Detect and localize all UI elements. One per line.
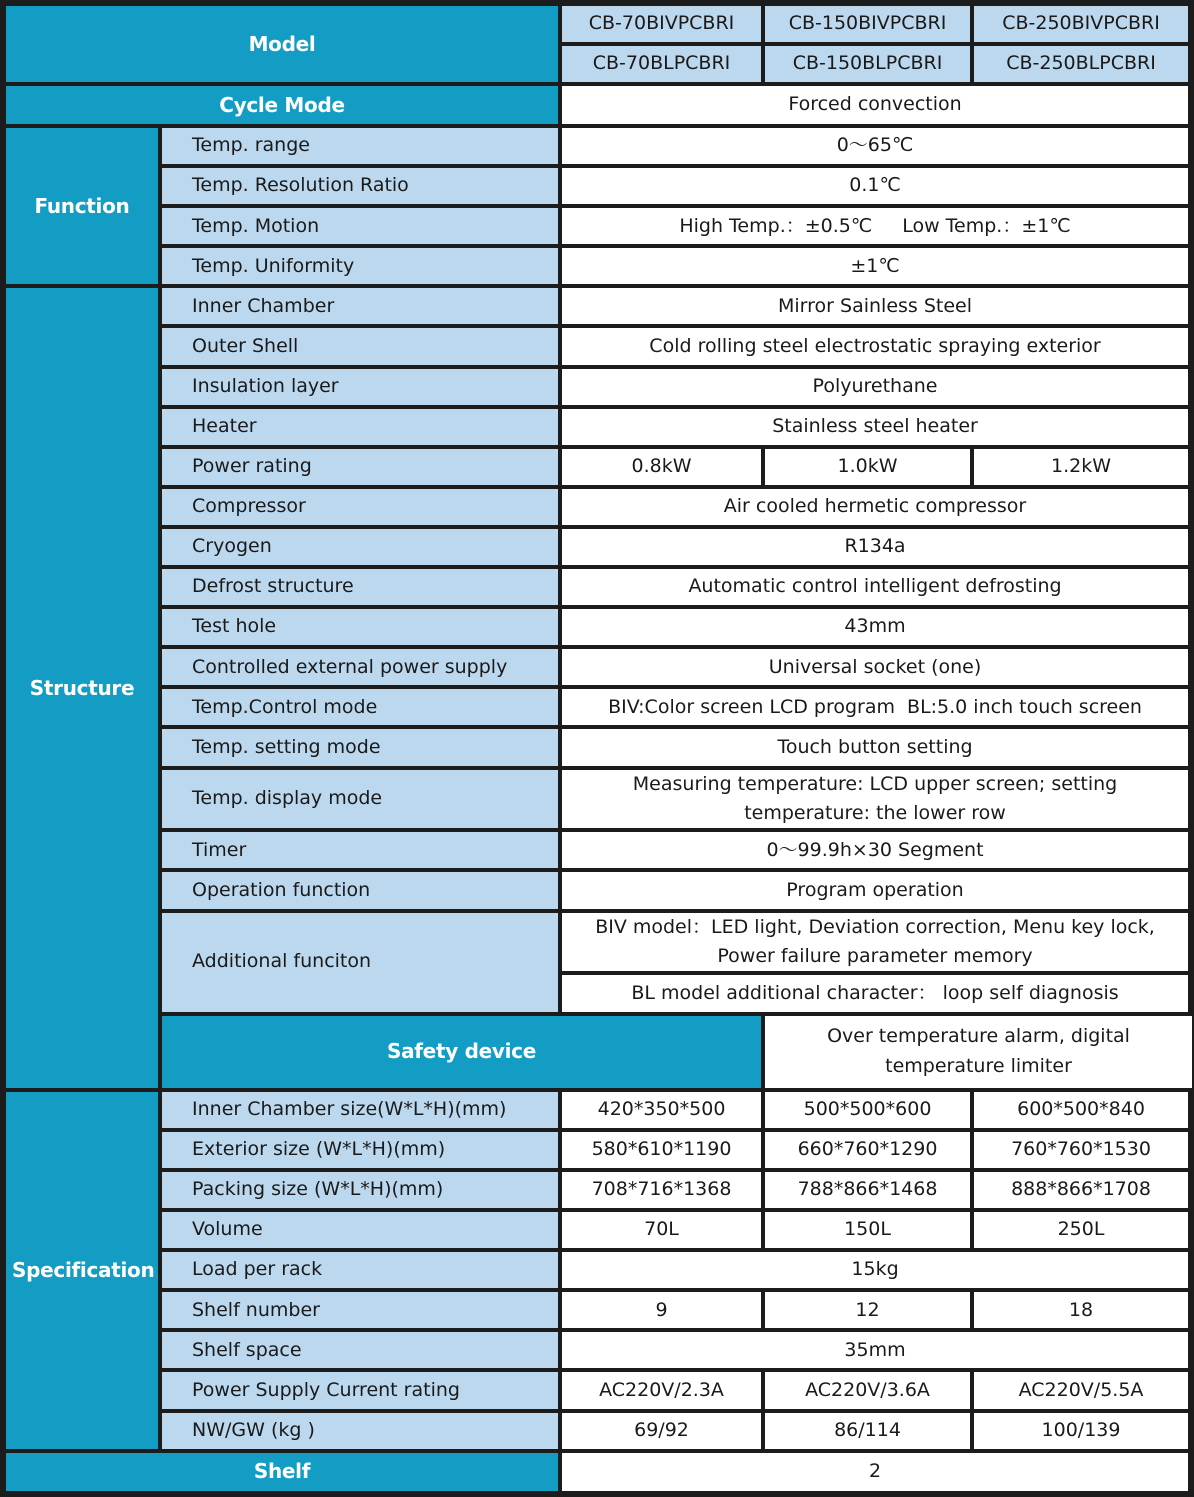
safety-value: Over temperature alarm, digital temperature limiter xyxy=(765,1016,1192,1088)
exterior-size-70: 580*610*1190 xyxy=(562,1132,761,1168)
function-group-label: Function xyxy=(6,128,158,284)
temp-motion-label: Temp. Motion xyxy=(162,208,558,244)
inner-size-70: 420*350*500 xyxy=(562,1092,761,1128)
cycle-mode-label: Cycle Mode xyxy=(6,86,558,124)
power-rating-label: Power rating xyxy=(162,449,558,485)
model-bl-250: CB-250BLPCBRI xyxy=(974,46,1188,82)
table-row xyxy=(6,449,1192,485)
insulation-value: Polyurethane xyxy=(562,369,1188,405)
volume-250: 250L xyxy=(974,1212,1188,1248)
cycle-mode-value: Forced convection xyxy=(562,86,1188,124)
control-mode-label: Temp.Control mode xyxy=(162,689,558,725)
power-rating-150: 1.0kW xyxy=(765,449,970,485)
volume-70: 70L xyxy=(562,1212,761,1248)
model-header: Model xyxy=(6,6,558,82)
shelf-number-label: Shelf number xyxy=(162,1292,558,1328)
table-row xyxy=(6,128,1192,164)
table-row xyxy=(6,1252,1192,1288)
inner-size-150: 500*500*600 xyxy=(765,1092,970,1128)
table-row xyxy=(6,872,1192,908)
power-rating-250: 1.2kW xyxy=(974,449,1188,485)
control-mode-bl: BL:5.0 inch touch screen xyxy=(907,695,1142,718)
table-row xyxy=(6,1413,1192,1449)
power-supply-150: AC220V/3.6A xyxy=(765,1372,970,1408)
shelf-label: Shelf xyxy=(6,1453,558,1491)
model-bl-150: CB-150BLPCBRI xyxy=(765,46,970,82)
power-supply-250: AC220V/5.5A xyxy=(974,1372,1188,1408)
defrost-value: Automatic control intelligent defrosting xyxy=(562,569,1188,605)
temp-range-label: Temp. range xyxy=(162,128,558,164)
outer-shell-value: Cold rolling steel electrostatic spraying exterior xyxy=(562,328,1188,364)
temp-range-value: 0～65℃ xyxy=(562,128,1188,164)
structure-group-label: Structure xyxy=(6,288,158,1087)
specification-group-label: Specification xyxy=(6,1092,158,1449)
timer-label: Timer xyxy=(162,832,558,868)
weight-label: NW/GW (kg ) xyxy=(162,1413,558,1449)
ext-power-label: Controlled external power supply xyxy=(162,649,558,685)
inner-chamber-label: Inner Chamber xyxy=(162,288,558,324)
table-row xyxy=(6,86,1192,124)
power-supply-label: Power Supply Current rating xyxy=(162,1372,558,1408)
table-row xyxy=(6,1292,1192,1328)
table-row xyxy=(6,489,1192,525)
display-mode-label: Temp. display mode xyxy=(162,770,558,829)
cryogen-value: R134a xyxy=(562,529,1188,565)
inner-size-250: 600*500*840 xyxy=(974,1092,1188,1128)
defrost-label: Defrost structure xyxy=(162,569,558,605)
weight-250: 100/139 xyxy=(974,1413,1188,1449)
table-row xyxy=(6,409,1192,445)
additional-label: Additional funciton xyxy=(162,913,558,1012)
shelf-number-150: 12 xyxy=(765,1292,970,1328)
temp-resolution-value: 0.1℃ xyxy=(562,168,1188,204)
inner-chamber-value: Mirror Sainless Steel xyxy=(562,288,1188,324)
table-row xyxy=(6,1132,1192,1168)
shelf-space-value: 35mm xyxy=(562,1332,1188,1368)
packing-size-250: 888*866*1708 xyxy=(974,1172,1188,1208)
operation-label: Operation function xyxy=(162,872,558,908)
inner-size-label: Inner Chamber size(W*L*H)(mm) xyxy=(162,1092,558,1128)
table-row xyxy=(6,1092,1192,1128)
temp-uniformity-label: Temp. Uniformity xyxy=(162,248,558,284)
compressor-label: Compressor xyxy=(162,489,558,525)
heater-value: Stainless steel heater xyxy=(562,409,1188,445)
exterior-size-250: 760*760*1530 xyxy=(974,1132,1188,1168)
load-label: Load per rack xyxy=(162,1252,558,1288)
table-row xyxy=(6,168,1192,204)
insulation-label: Insulation layer xyxy=(162,369,558,405)
table-row xyxy=(6,288,1192,324)
table-row xyxy=(6,729,1192,765)
model-biv-250: CB-250BIVPCBRI xyxy=(974,6,1188,42)
cryogen-label: Cryogen xyxy=(162,529,558,565)
exterior-size-150: 660*760*1290 xyxy=(765,1132,970,1168)
shelf-space-label: Shelf space xyxy=(162,1332,558,1368)
table-row xyxy=(6,649,1192,685)
table-row xyxy=(6,6,1192,42)
shelf-number-70: 9 xyxy=(562,1292,761,1328)
packing-size-150: 788*866*1468 xyxy=(765,1172,970,1208)
table-row xyxy=(6,529,1192,565)
temp-resolution-label: Temp. Resolution Ratio xyxy=(162,168,558,204)
table-row xyxy=(6,1212,1192,1248)
table-row xyxy=(6,770,1192,829)
additional-biv: BIV model：LED light, Deviation correction, Menu key lock, Power failure parameter memory xyxy=(562,913,1188,972)
timer-value: 0～99.9h×30 Segment xyxy=(562,832,1188,868)
operation-value: Program operation xyxy=(562,872,1188,908)
outer-shell-label: Outer Shell xyxy=(162,328,558,364)
table-row xyxy=(6,248,1192,284)
table-row xyxy=(6,1332,1192,1368)
temp-motion-value xyxy=(562,208,1188,244)
shelf-value: 2 xyxy=(562,1453,1188,1491)
setting-mode-label: Temp. setting mode xyxy=(162,729,558,765)
table-row xyxy=(6,609,1192,645)
power-rating-70: 0.8kW xyxy=(562,449,761,485)
additional-bl: BL model additional character： loop self diagnosis xyxy=(562,975,1188,1011)
table-row xyxy=(6,328,1192,364)
temp-motion-high: High Temp.：±0.5℃ xyxy=(679,214,873,237)
shelf-number-250: 18 xyxy=(974,1292,1188,1328)
spec-table xyxy=(2,2,1194,1495)
compressor-value: Air cooled hermetic compressor xyxy=(562,489,1188,525)
control-mode-value xyxy=(562,689,1188,725)
temp-uniformity-value: ±1℃ xyxy=(562,248,1188,284)
table-row xyxy=(6,832,1192,868)
table-row xyxy=(6,1453,1192,1491)
weight-70: 69/92 xyxy=(562,1413,761,1449)
model-biv-150: CB-150BIVPCBRI xyxy=(765,6,970,42)
temp-motion-low: Low Temp.：±1℃ xyxy=(902,214,1071,237)
power-supply-70: AC220V/2.3A xyxy=(562,1372,761,1408)
test-hole-value: 43mm xyxy=(562,609,1188,645)
weight-150: 86/114 xyxy=(765,1413,970,1449)
control-mode-biv: BIV:Color screen LCD program xyxy=(608,695,896,718)
safety-label: Safety device xyxy=(162,1016,761,1088)
table-row xyxy=(6,569,1192,605)
packing-size-70: 708*716*1368 xyxy=(562,1172,761,1208)
ext-power-value: Universal socket (one) xyxy=(562,649,1188,685)
setting-mode-value: Touch button setting xyxy=(562,729,1188,765)
load-value: 15kg xyxy=(562,1252,1188,1288)
test-hole-label: Test hole xyxy=(162,609,558,645)
table-row xyxy=(6,1016,1192,1088)
exterior-size-label: Exterior size (W*L*H)(mm) xyxy=(162,1132,558,1168)
model-biv-70: CB-70BIVPCBRI xyxy=(562,6,761,42)
table-row xyxy=(6,369,1192,405)
table-row xyxy=(6,1172,1192,1208)
table-row xyxy=(6,1372,1192,1408)
volume-label: Volume xyxy=(162,1212,558,1248)
table-row xyxy=(6,208,1192,244)
display-mode-value: Measuring temperature: LCD upper screen; setting temperature: the lower row xyxy=(562,770,1188,829)
heater-label: Heater xyxy=(162,409,558,445)
table-row xyxy=(6,913,1192,972)
packing-size-label: Packing size (W*L*H)(mm) xyxy=(162,1172,558,1208)
model-bl-70: CB-70BLPCBRI xyxy=(562,46,761,82)
table-row xyxy=(6,689,1192,725)
volume-150: 150L xyxy=(765,1212,970,1248)
